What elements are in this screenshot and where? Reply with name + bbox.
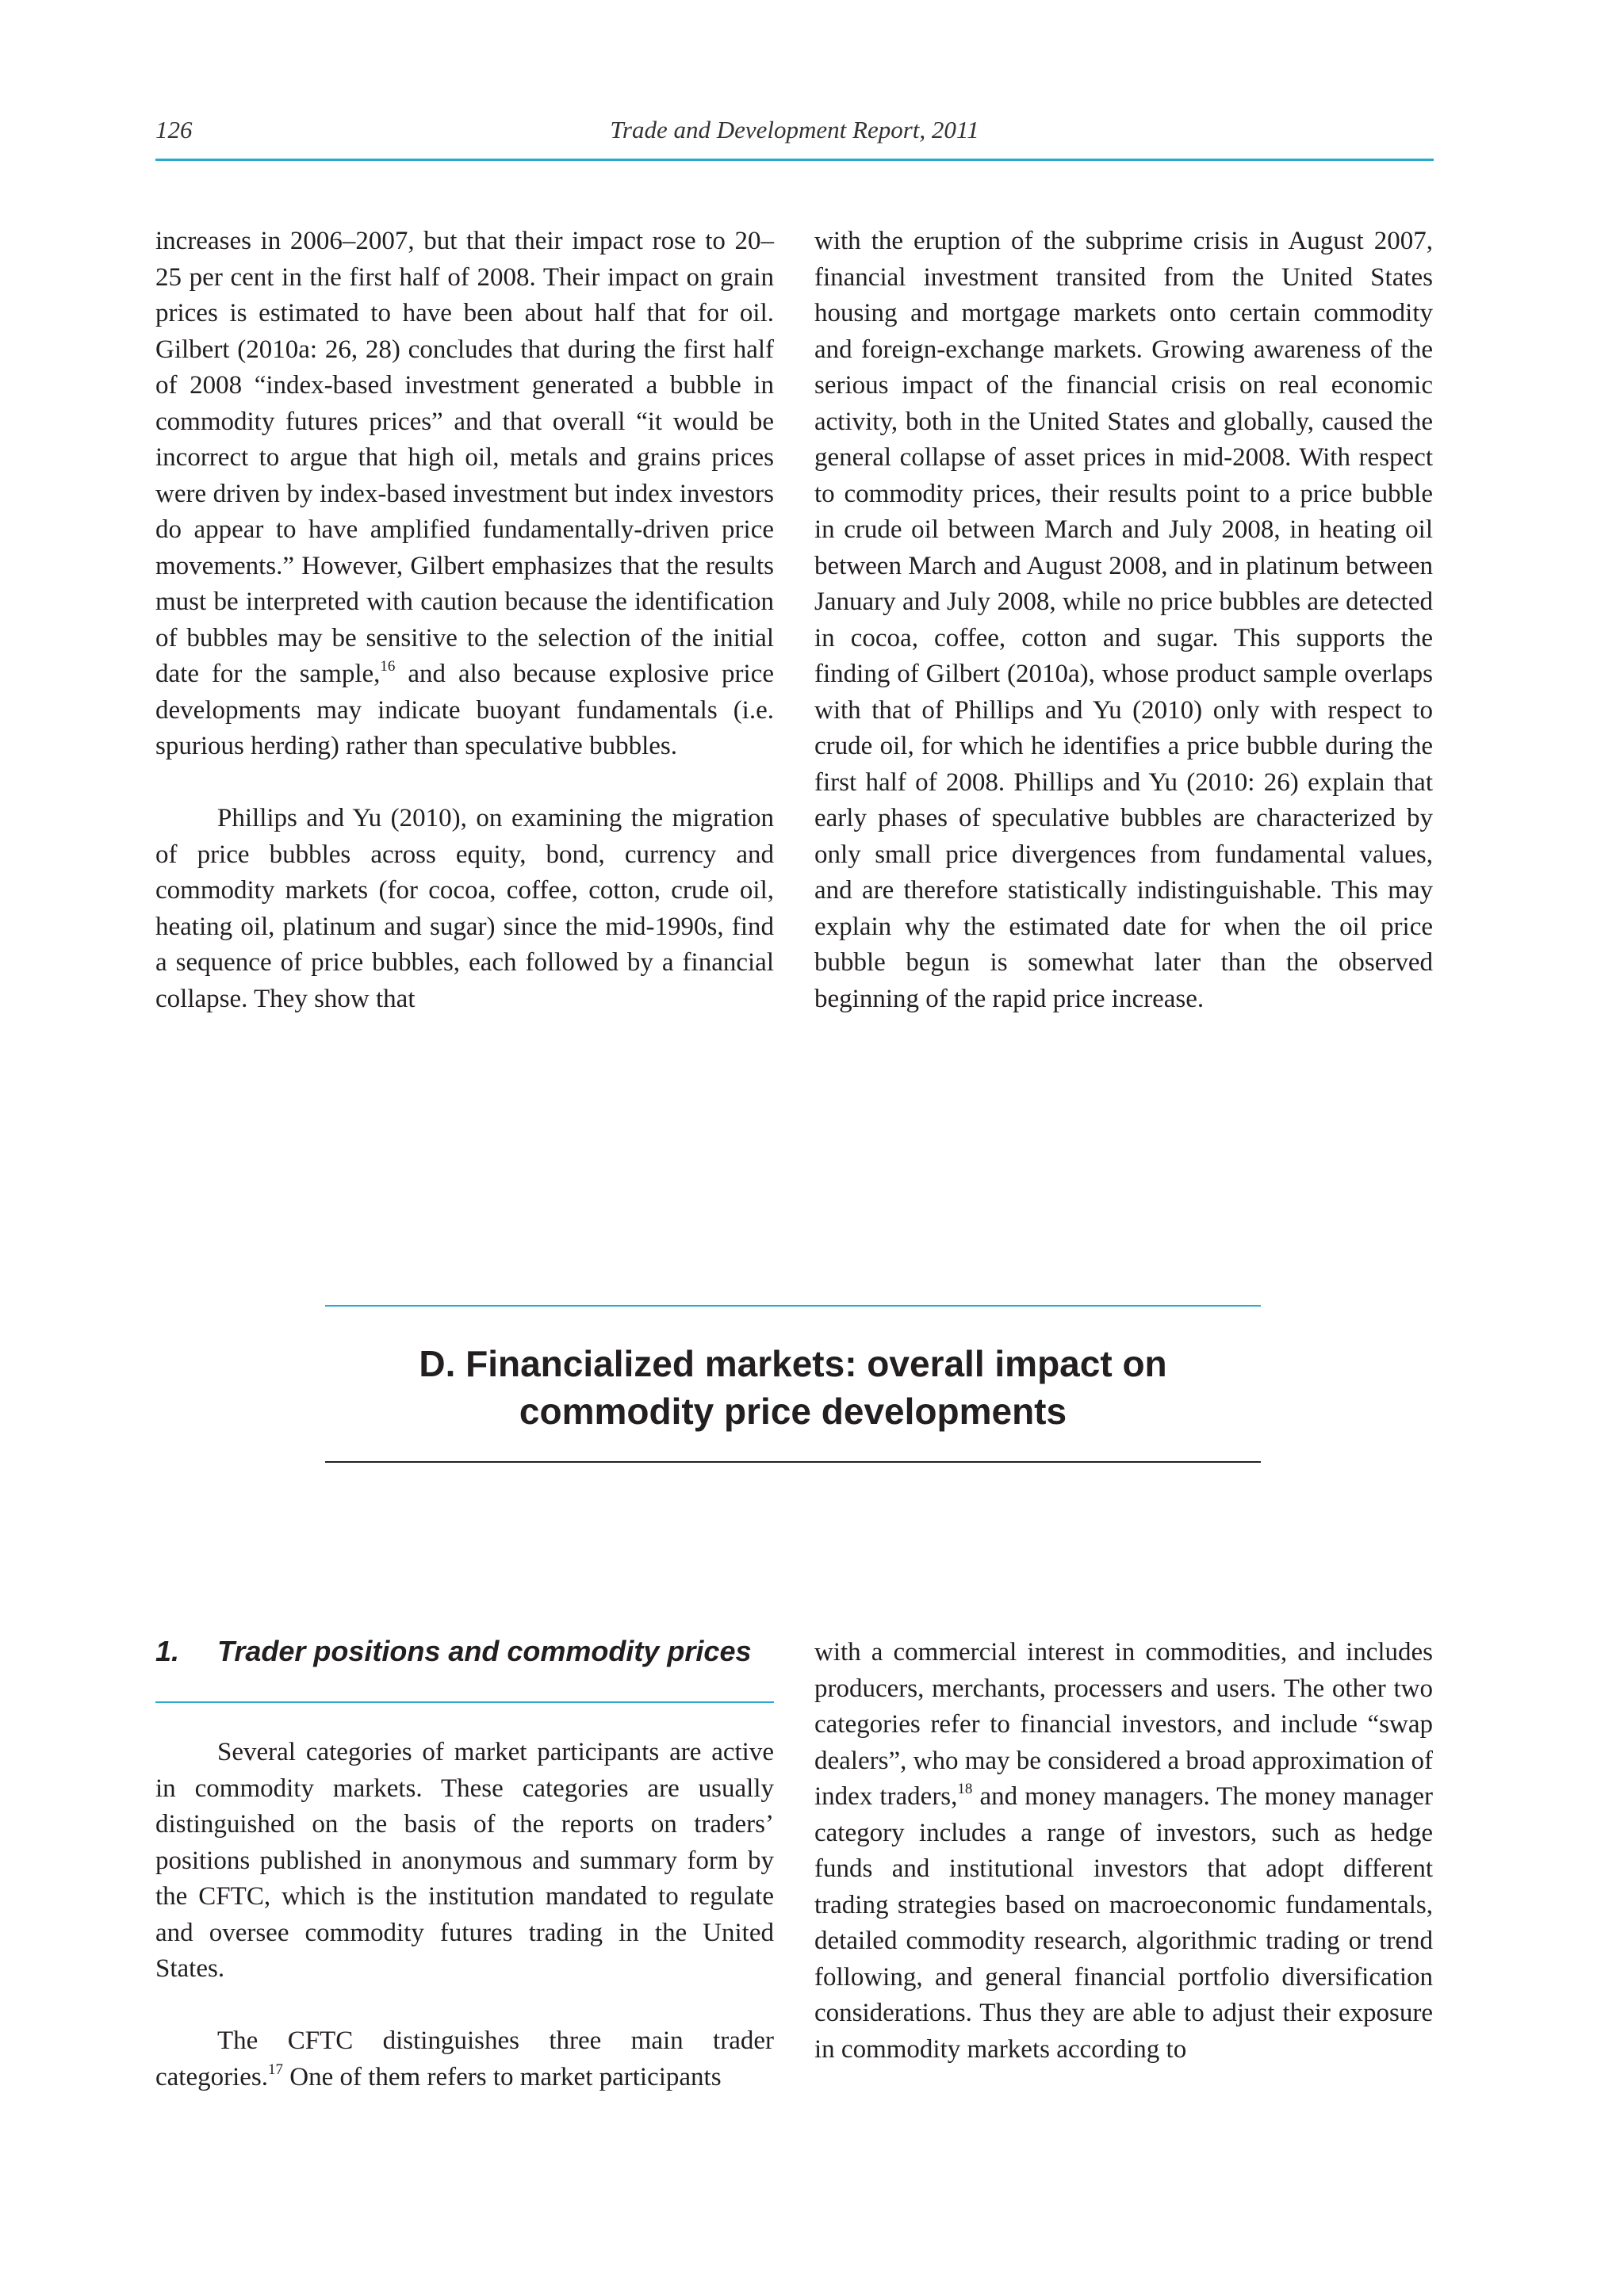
section-title-line-2: commodity price developments: [519, 1391, 1067, 1432]
section-title-line-1: D. Financialized markets: overall impact on: [419, 1343, 1167, 1384]
section-rule-top: [325, 1305, 1261, 1307]
running-title: Trade and Development Report, 2011: [610, 116, 979, 144]
paragraph: Several categories of market participants are active in commodity markets. These categories are usually distinguished on the basis of the reports on traders’ positions published in anonymous and summary form by the CFTC, which is the institution mandated to regulate and oversee commodity futures trading in the United States.: [155, 1738, 774, 1983]
lower-left-column: [155, 1632, 774, 2095]
section-rule-bottom: [325, 1461, 1261, 1463]
paragraph: increases in 2006–2007, but that their impact rose to 20–25 per cent in the first half of 2008. Their impact on grain prices is estimated to have been about half that for oil. Gilbert (2010a: 26, 28) concludes that during the first half of 2008 “index-based investment generated a bubble in commodity futures prices” and that overall “it would be incorrect to argue that high oil, metals and grains prices were driven by index-based investment but index investors do appear to have amplified fundamentally-driven price movements.” However, Gilbert emphasizes that the results must be interpreted with caution because the identification of bubbles may be sensitive to the selection of the initial date for the sample,$^{16}$ and also because explosive price developments may indicate buoyant fundamentals (i.e. spurious herding) rather than speculative bubbles.: [155, 227, 774, 760]
paragraph: with the eruption of the subprime crisis in August 2007, financial investment transited from the United States housing and mortgage markets onto certain commodity and foreign-exchange markets. Growing awareness of the serious impact of the financial crisis on real economic activity, both in the United States and globally, caused the general collapse of asset prices in mid-2008. With respect to commodity prices, their results point to a price bubble in crude oil between March and July 2008, in heating oil between March and August 2008, and in platinum between January and July 2008, while no price bubbles are detected in cocoa, coffee, cotton and sugar. This supports the finding of Gilbert (2010a), whose product sample overlaps with that of Phillips and Yu (2010) only with respect to crude oil, for which he identifies a price bubble during the first half of 2008. Phillips and Yu (2010: 26) explain that early phases of speculative bubbles are characterized by only small price divergences from fundamental values, and are therefore statistically indistinguishable. This may explain why the estimated date for when the oil price bubble begun is somewhat later than the observed beginning of the rapid price increase.: [814, 227, 1433, 1013]
header-rule: [155, 159, 1434, 161]
page-number: 126: [155, 116, 193, 144]
subsection-title: Trader positions and commodity prices: [217, 1635, 752, 1667]
subsection-heading: [155, 1632, 774, 1671]
footnote-ref-17[interactable]: 17: [268, 2061, 284, 2078]
subsection-number: 1.: [155, 1635, 180, 1667]
upper-left-column: [155, 224, 774, 1017]
lower-right-column: [814, 1635, 1433, 2068]
paragraph: with a commercial interest in commodities, and includes producers, merchants, processers and users. The other two categories refer to financial investors, and include “swap dealers”, who may be considered a broad approximation of index traders,$^{18}$ and money managers. The money manager category includes a range of investors, such as hedge funds and institutional investors that adopt different trading strategies based on macroeconomic fundamentals, detailed commodity research, algorithmic trading or trend following, and general financial portfolio diversification considerations. Thus they are able to adjust their exposure in commodity markets according to: [814, 1638, 1433, 2064]
upper-right-column: [814, 224, 1433, 1017]
page-header: [155, 114, 1434, 162]
paragraph: The CFTC distinguishes three main trader categories.$^{17}$ One of them refers to market participants: [155, 2026, 774, 2091]
section-title: [325, 1340, 1261, 1435]
paragraph: Phillips and Yu (2010), on examining the migration of price bubbles across equity, bond, currency and commodity markets (for cocoa, coffee, cotton, crude oil, heating oil, platinum and sugar) since the mid-1990s, find a sequence of price bubbles, each followed by a financial collapse. They show that: [155, 804, 774, 1013]
footnote-ref-16[interactable]: 16: [380, 658, 396, 675]
subsection-rule: [155, 1701, 774, 1703]
footnote-ref-18[interactable]: 18: [957, 1781, 973, 1797]
